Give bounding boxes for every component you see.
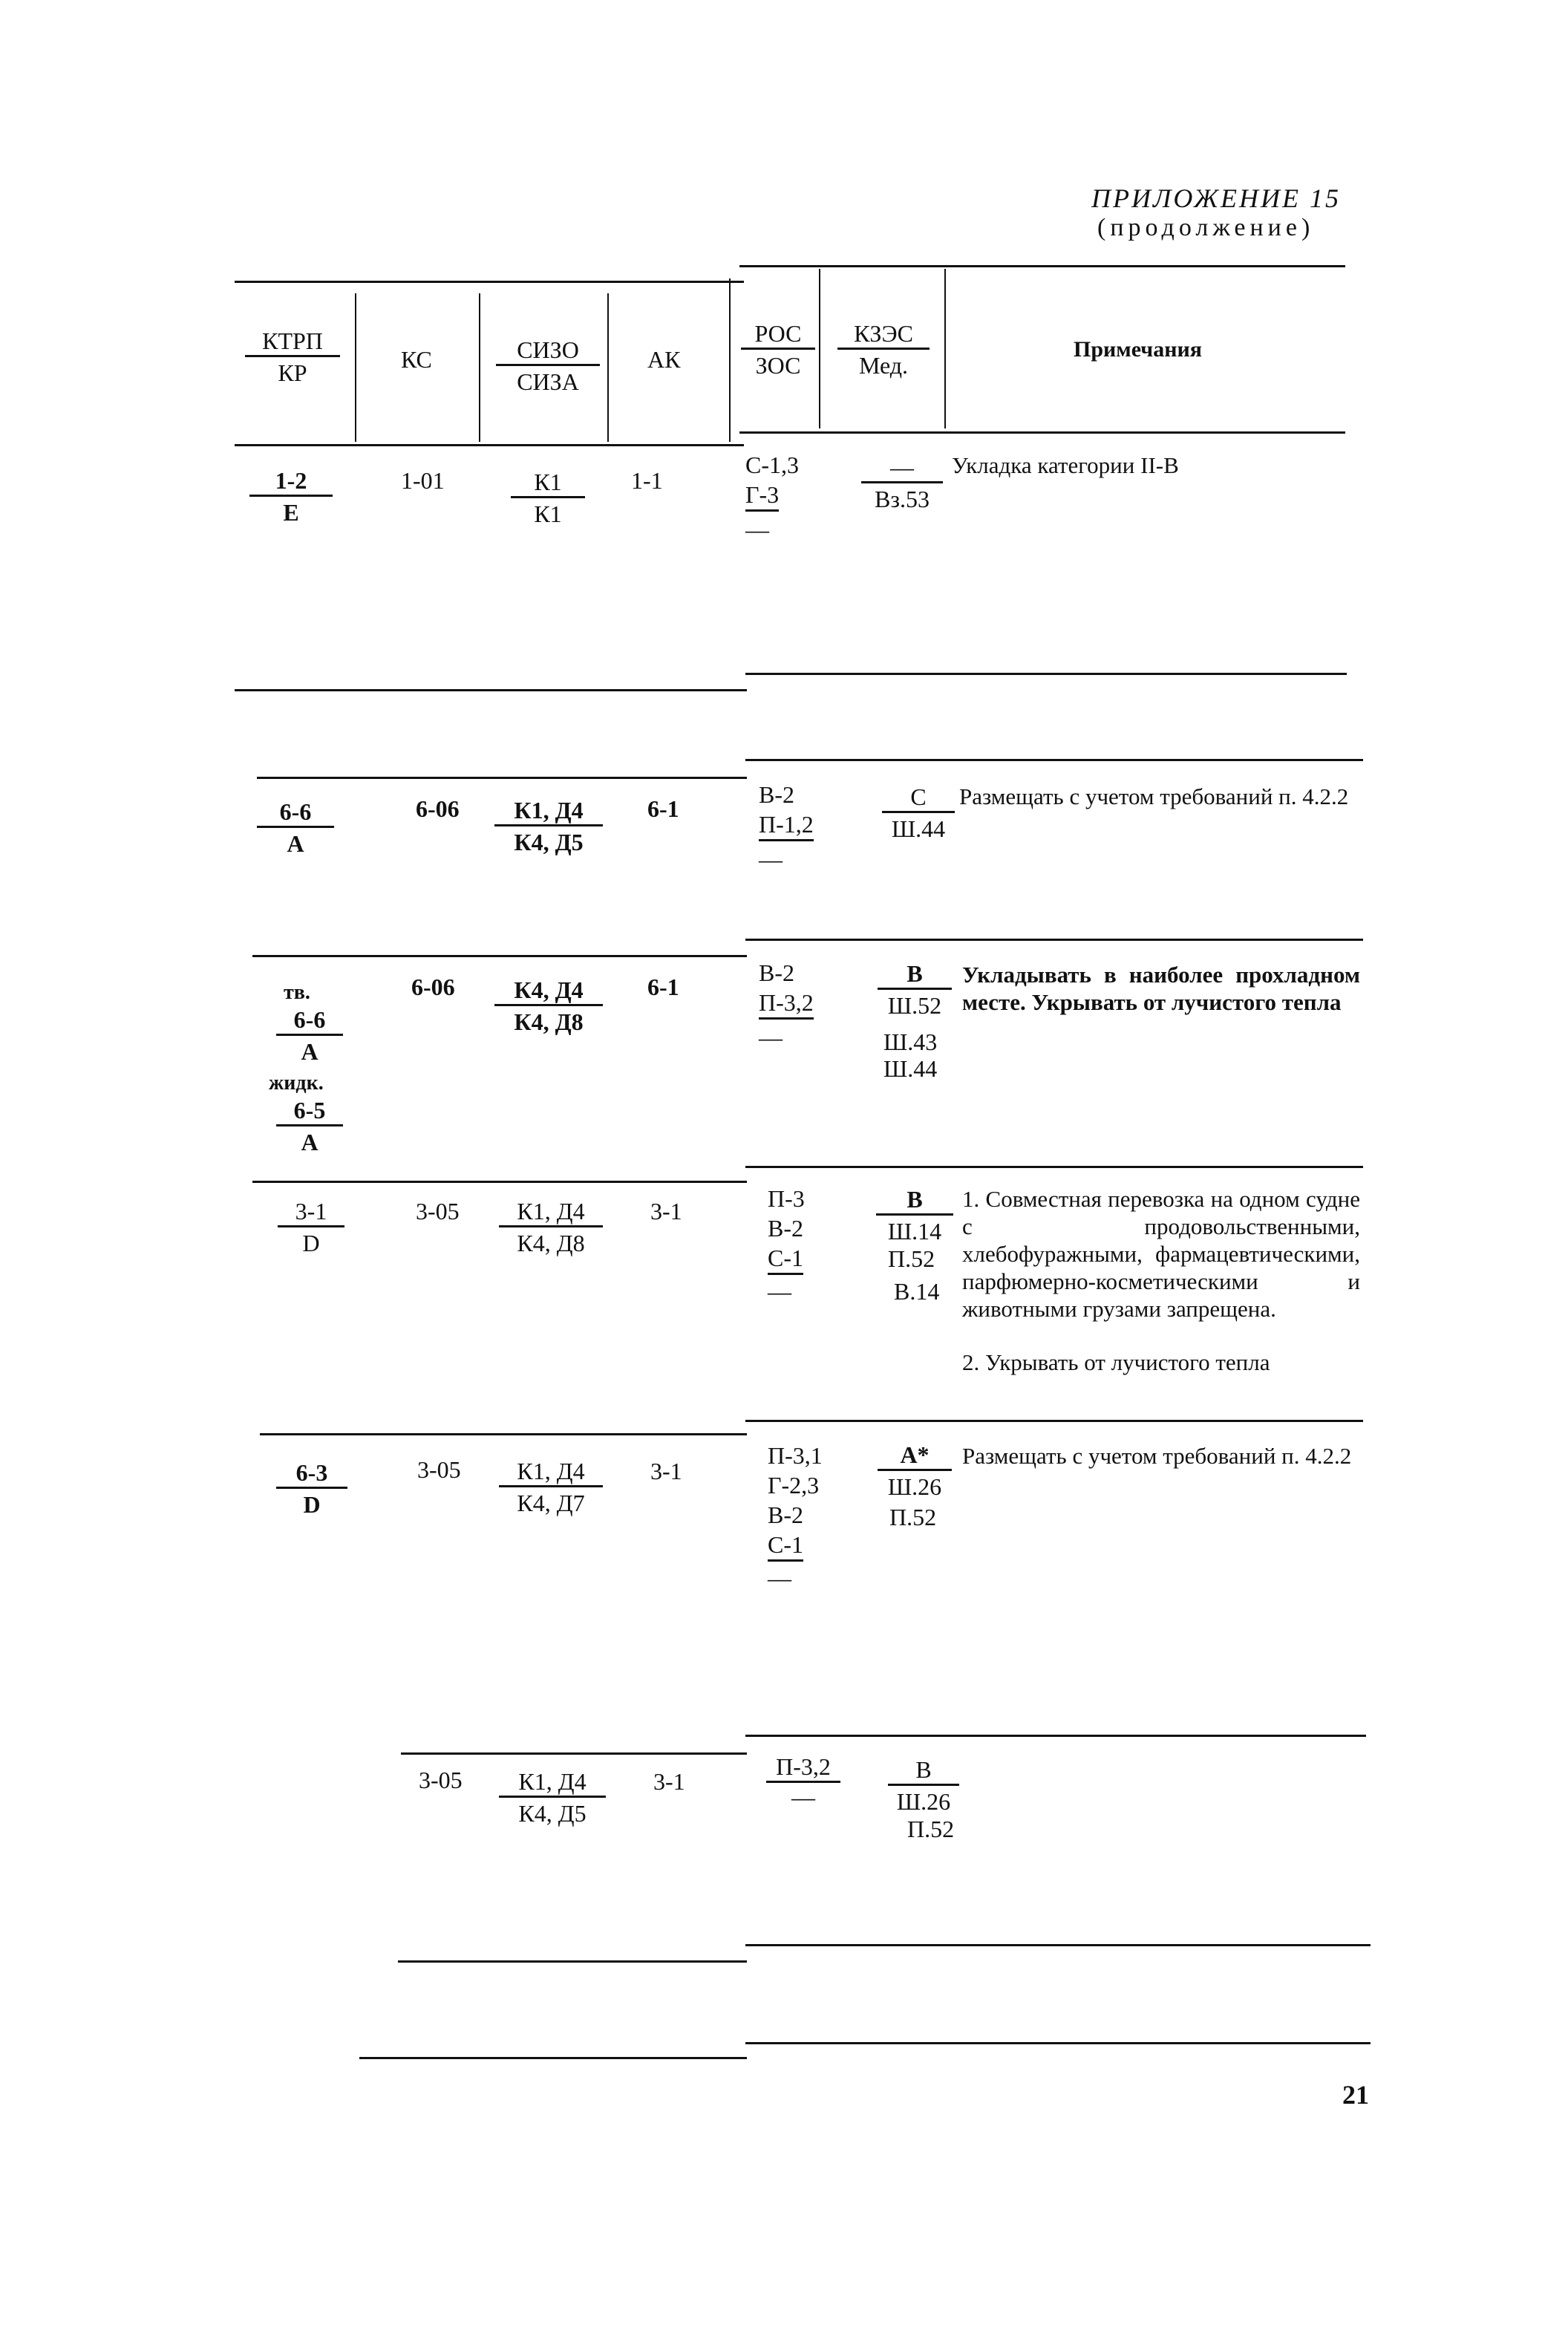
row6-med-item: П.52 bbox=[907, 1816, 955, 1842]
header-sizo-siza bbox=[496, 336, 600, 396]
row2-kzes: С bbox=[910, 783, 927, 810]
row1-ak: 1-1 bbox=[631, 467, 663, 494]
row2-ktrp: 6-6 bbox=[279, 798, 312, 825]
row1-sizo: К1 bbox=[534, 469, 562, 495]
header-ktrp-kr bbox=[245, 327, 340, 387]
col-sep-5 bbox=[819, 269, 820, 428]
row3-ktrp-solid: 6-6 bbox=[293, 1006, 326, 1033]
table-end-right bbox=[745, 2042, 1371, 2044]
row2-kzes-med bbox=[882, 783, 955, 843]
row6-kzes: В bbox=[915, 1756, 932, 1783]
row1-bottom-right bbox=[745, 673, 1347, 675]
row5-ak: 3-1 bbox=[650, 1458, 682, 1484]
row3-label-solid: тв. bbox=[284, 981, 310, 1004]
row4-note-2: 2. Укрывать от лучистого тепла bbox=[962, 1349, 1270, 1375]
row2-zos: — bbox=[759, 846, 783, 873]
row1-note: Укладка категории II-В bbox=[952, 452, 1179, 478]
row4-sizo: К1, Д4 bbox=[517, 1198, 585, 1225]
row1-ks: 1-01 bbox=[401, 467, 445, 494]
row2-ros bbox=[759, 780, 814, 874]
row1-sizo-siza bbox=[511, 468, 585, 528]
row4-kr: D bbox=[278, 1225, 344, 1257]
row5-sizo: К1, Д4 bbox=[517, 1458, 585, 1484]
row4-top-left bbox=[252, 1181, 747, 1183]
header-top-rule-right bbox=[739, 265, 1345, 267]
row3-siza: К4, Д8 bbox=[494, 1004, 603, 1036]
row4-note: 1. Совместная перевозка на одном судне с продовольственными, хлебофуражными, фармацевтическими, парфюмерно-косметическими и животными грузами запрещена. bbox=[962, 1186, 1360, 1322]
appendix-subtitle: (продолжение) bbox=[1097, 214, 1315, 241]
row5-kzes-med bbox=[878, 1441, 952, 1501]
row5-ros-item: В-2 bbox=[768, 1501, 803, 1528]
row3-med-item: Ш.43 bbox=[883, 1028, 938, 1055]
row6-zos: — bbox=[766, 1781, 840, 1811]
row3-ak: 6-1 bbox=[647, 974, 679, 1000]
row2-sizo-siza bbox=[494, 796, 603, 856]
row6-ros-zos bbox=[766, 1752, 840, 1811]
row4-ros-item: С-1 bbox=[768, 1243, 803, 1275]
row4-ak: 3-1 bbox=[650, 1198, 682, 1225]
row2-siza: К4, Д5 bbox=[494, 824, 603, 856]
header-sizo: СИЗО bbox=[517, 336, 579, 363]
row4-kzes-med bbox=[876, 1185, 953, 1245]
row6-ak: 3-1 bbox=[653, 1768, 685, 1795]
header-bottom-rule-right bbox=[739, 431, 1345, 434]
col-sep-4 bbox=[729, 278, 731, 442]
row4-med: Ш.14 bbox=[876, 1213, 953, 1245]
row2-top-left bbox=[257, 777, 747, 779]
row2-ak: 6-1 bbox=[647, 795, 679, 822]
row1-siza: К1 bbox=[511, 496, 585, 528]
table-end-left bbox=[359, 2057, 747, 2059]
row6-ks: 3-05 bbox=[419, 1767, 463, 1793]
header-ak: АК bbox=[647, 346, 681, 373]
row3-ktrp-kr-liquid bbox=[276, 1096, 343, 1156]
row1-kr: Е bbox=[249, 495, 333, 526]
row1-ktrp-kr bbox=[249, 466, 333, 526]
row5-ros-item: С-1 bbox=[768, 1530, 803, 1562]
row6-sizo: К1, Д4 bbox=[518, 1768, 587, 1795]
row3-ks: 6-06 bbox=[411, 974, 455, 1000]
header-med: Мед. bbox=[837, 348, 930, 379]
row6-sizo-siza bbox=[499, 1767, 606, 1827]
row3-note: Укладывать в наиболее прохладном месте. Укрывать от лучистого тепла bbox=[962, 962, 1360, 1015]
row1-ros-item: Г-3 bbox=[745, 480, 779, 512]
table-bottom-right bbox=[745, 1944, 1371, 1946]
row4-ks: 3-05 bbox=[416, 1198, 460, 1225]
header-kr: КР bbox=[245, 355, 340, 387]
row2-ks: 6-06 bbox=[416, 795, 460, 822]
header-kzes: КЗЭС bbox=[854, 320, 913, 347]
header-siza: СИЗА bbox=[496, 364, 600, 396]
row4-ktrp: 3-1 bbox=[295, 1198, 327, 1225]
col-sep-1 bbox=[355, 293, 356, 442]
header-zos: ЗОС bbox=[741, 348, 815, 379]
row4-sizo-siza bbox=[499, 1197, 603, 1257]
row1-ros-item: С-1,3 bbox=[745, 451, 799, 478]
row4-med-item: В.14 bbox=[894, 1278, 940, 1305]
row3-sizo: К4, Д4 bbox=[514, 976, 584, 1003]
row5-ros-item: П-3,1 bbox=[768, 1442, 823, 1469]
row3-top-left bbox=[252, 955, 747, 957]
page-number: 21 bbox=[1342, 2080, 1369, 2110]
row3-med-item: Ш.44 bbox=[883, 1055, 938, 1082]
row1-ros bbox=[745, 450, 799, 544]
table-bottom-left bbox=[398, 1960, 747, 1963]
row1-kzes-med bbox=[861, 453, 943, 513]
row6-top-right bbox=[745, 1735, 1366, 1737]
row3-ros bbox=[759, 958, 814, 1052]
row6-med: Ш.26 bbox=[888, 1784, 959, 1816]
row4-kzes: В bbox=[906, 1186, 923, 1213]
row4-ros bbox=[768, 1184, 805, 1306]
row4-ros-item: П-3 bbox=[768, 1185, 805, 1212]
header-ktrp: КТРП bbox=[262, 327, 323, 354]
header-kzes-med bbox=[837, 319, 930, 379]
row4-med-item: П.52 bbox=[888, 1245, 935, 1272]
row6-ros: П-3,2 bbox=[776, 1753, 831, 1780]
appendix-title: ПРИЛОЖЕНИЕ 15 bbox=[1091, 183, 1341, 213]
row5-ktrp-kr bbox=[276, 1458, 347, 1519]
row3-ktrp-kr-solid bbox=[276, 1005, 343, 1066]
row1-kzes: — bbox=[890, 454, 914, 480]
row3-ros-item: П-3,2 bbox=[759, 988, 814, 1020]
row1-ktrp: 1-2 bbox=[275, 467, 307, 494]
row6-kzes-med bbox=[888, 1755, 959, 1816]
row2-med: Ш.44 bbox=[882, 811, 955, 843]
row4-ros-item: В-2 bbox=[768, 1215, 803, 1242]
row5-ros bbox=[768, 1441, 823, 1593]
row2-ros-item: П-1,2 bbox=[759, 809, 814, 841]
row5-med: Ш.26 bbox=[878, 1469, 952, 1501]
row1-zos: — bbox=[745, 516, 769, 543]
col-sep-3 bbox=[607, 293, 609, 442]
row3-label-liquid: жидк. bbox=[269, 1072, 324, 1095]
row5-kr: D bbox=[276, 1487, 347, 1519]
row5-note: Размещать с учетом требований п. 4.2.2 bbox=[962, 1443, 1352, 1469]
row2-ktrp-kr bbox=[257, 798, 334, 858]
row5-med-item: П.52 bbox=[889, 1504, 937, 1530]
row1-bottom-left bbox=[235, 689, 747, 691]
row2-ros-item: В-2 bbox=[759, 781, 794, 808]
row2-top-right bbox=[745, 759, 1363, 761]
row3-kzes-med bbox=[878, 959, 952, 1020]
row3-med: Ш.52 bbox=[878, 988, 952, 1020]
row3-kr-solid: А bbox=[276, 1034, 343, 1066]
row4-zos: — bbox=[768, 1278, 791, 1305]
header-notes: Примечания bbox=[1074, 337, 1203, 362]
row3-ros-item: В-2 bbox=[759, 959, 794, 986]
row3-zos: — bbox=[759, 1024, 783, 1051]
row5-top-left bbox=[260, 1433, 747, 1435]
row5-kzes: А* bbox=[900, 1441, 930, 1468]
row2-note: Размещать с учетом требований п. 4.2.2 bbox=[959, 783, 1349, 809]
row2-kr: А bbox=[257, 826, 334, 858]
header-top-rule-left bbox=[235, 281, 744, 283]
row5-ros-item: Г-2,3 bbox=[768, 1472, 820, 1499]
row4-top-right bbox=[745, 1166, 1363, 1168]
row3-kzes: В bbox=[906, 960, 923, 987]
row3-sizo-siza bbox=[494, 976, 603, 1036]
row4-siza: К4, Д8 bbox=[499, 1225, 603, 1257]
row3-top-right bbox=[745, 939, 1363, 941]
row2-sizo: К1, Д4 bbox=[514, 797, 584, 824]
row5-sizo-siza bbox=[499, 1457, 603, 1517]
row5-top-right bbox=[745, 1420, 1363, 1422]
row6-siza: К4, Д5 bbox=[499, 1796, 606, 1827]
header-bottom-rule-left bbox=[235, 444, 744, 446]
row5-ks: 3-05 bbox=[417, 1456, 461, 1483]
row3-kr-liquid: А bbox=[276, 1124, 343, 1156]
row3-ktrp-liquid: 6-5 bbox=[293, 1097, 326, 1124]
col-sep-6 bbox=[944, 269, 946, 428]
row5-siza: К4, Д7 bbox=[499, 1485, 603, 1517]
col-sep-2 bbox=[479, 293, 480, 442]
row1-med: Вз.53 bbox=[861, 481, 943, 513]
row6-top-left bbox=[401, 1752, 747, 1755]
row5-zos: — bbox=[768, 1565, 791, 1591]
header-ros-zos bbox=[741, 319, 815, 379]
header-ks: КС bbox=[401, 346, 432, 373]
row4-ktrp-kr bbox=[278, 1197, 344, 1257]
row5-ktrp: 6-3 bbox=[295, 1459, 328, 1486]
header-ros: РОС bbox=[754, 320, 802, 347]
